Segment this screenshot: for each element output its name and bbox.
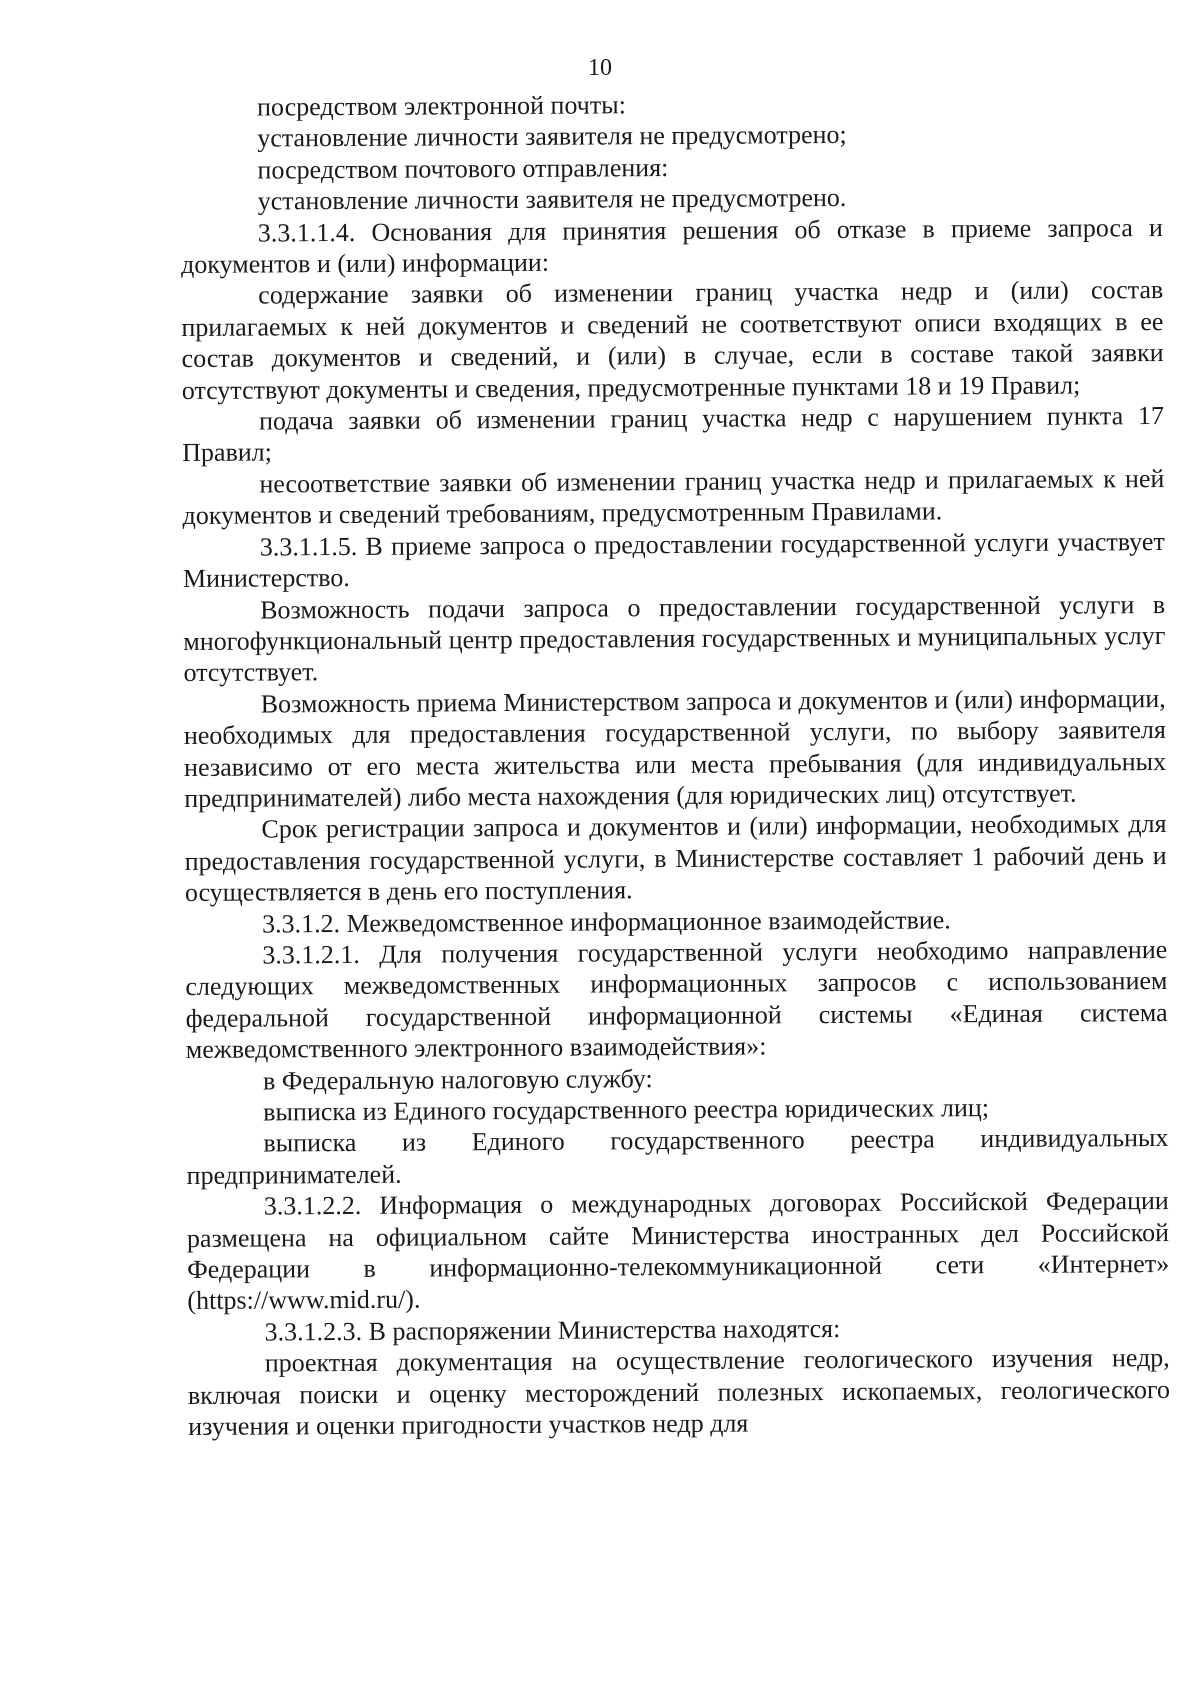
paragraph: посредством почтового отправления: <box>257 152 669 185</box>
paragraph: несоответствие заявки об изменении границ участка недр и прилагаемых к ней документов и сведений требованиям, предусмотренным Правилами. <box>182 463 1165 531</box>
paragraph: Возможность подачи запроса о предоставлении государственной услуги в многофункциональный центр предоставления государственных и муниципальных услуг отсутствует. <box>183 589 1166 688</box>
paragraph: 3.3.1.2. Межведомственное информационное взаимодействие. <box>261 904 951 939</box>
paragraph: в Федеральную налоговую службу: <box>262 1063 653 1096</box>
paragraph: 3.3.1.1.4. Основания для принятия решения об отказе в приеме запроса и документов и (или) информации: <box>180 212 1163 280</box>
paragraph: выписка из Единого государственного реестра юридических лиц; <box>263 1093 990 1127</box>
paragraph: установление личности заявителя не предусмотрено. <box>257 183 847 216</box>
document-body <box>180 86 1170 1442</box>
paragraph: установление личности заявителя не предусмотрено; <box>257 120 847 153</box>
paragraph: содержание заявки об изменении границ участка недр и (или) состав прилагаемых к ней документов и сведений не соответствуют описи входящих в ее состав документов и сведений, и (или) в случае, если в составе такой заявки отсутствуют документы и сведения, предусмотренные пунктами 18 и 19 Правил; <box>181 275 1164 405</box>
paragraph: Срок регистрации запроса и документов и (или) информации, необходимых для предоставления государственной услуги, в Министерстве составляет 1 рабочий день и осуществляется в день его поступления. <box>184 809 1167 908</box>
paragraph: Возможность приема Министерством запроса и документов и (или) информации, необходимых для предоставления государственной услуги, по выбору заявителя независимо от его места жительства или места пребывания (для индивидуальных предпринимателей) либо места нахождения (для юридических лиц) отсутствует. <box>183 683 1167 813</box>
paragraph: подача заявки об изменении границ участка недр с нарушением пункта 17 Правил; <box>182 401 1165 468</box>
paragraph: 3.3.1.2.2. Информация о международных договорах Российской Федерации размещена на официальном сайте Министерства иностранных дел Российской Федерации в информационно-телекоммуникационной сети «Интернет» (https://www.mid.ru/). <box>186 1186 1170 1316</box>
paragraph: 3.3.1.1.5. В приеме запроса о предоставлении государственной услуги участвует Министерство. <box>182 526 1165 594</box>
paragraph: 3.3.1.2.1. Для получения государственной услуги необходимо направление следующих межведомственных информационных запросов с использованием федеральной государственной информационной системы «Единая система межведомственного электронного взаимодействия»: <box>185 934 1168 1065</box>
paragraph: 3.3.1.2.3. В распоряжении Министерства находятся: <box>264 1313 841 1347</box>
paragraph: выписка из Единого государственного реестра индивидуальных предпринимателей. <box>186 1123 1169 1190</box>
paragraph: посредством электронной почты: <box>257 90 626 122</box>
page-number: 10 <box>588 55 612 81</box>
paragraph: проектная документация на осуществление геологического изучения недр, включая поиски и оценку месторождений полезных ископаемых, геологического изучения и оценки пригодности участков недр для <box>187 1343 1171 1442</box>
